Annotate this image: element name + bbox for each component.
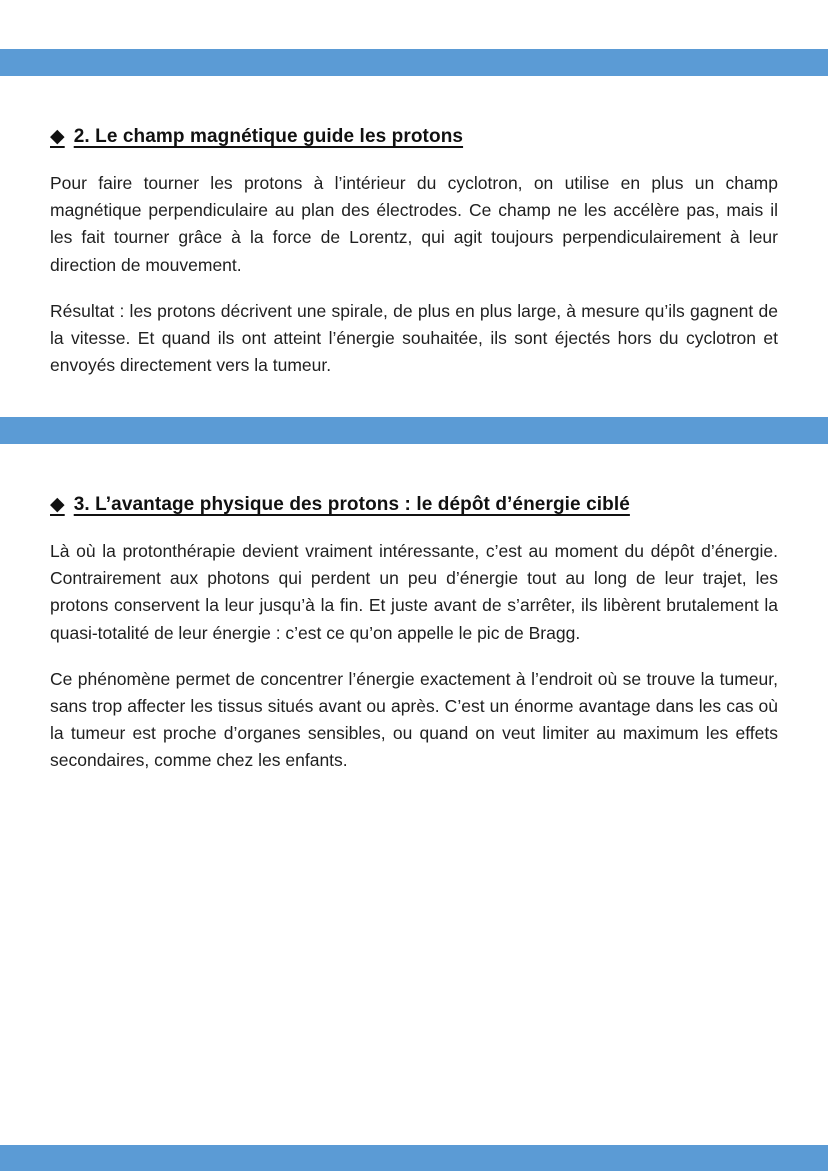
section-heading (50, 124, 778, 149)
top-divider-bar (0, 49, 828, 76)
section-heading-underline (50, 494, 630, 515)
section-heading-text: 2. Le champ magnétique guide les protons (73, 126, 464, 147)
section-heading-text: 3. L’avantage physique des protons : le dépôt d’énergie ciblé (73, 494, 630, 515)
diamond-bullet-icon: ◆ (50, 126, 65, 147)
bottom-divider-bar (0, 1145, 828, 1171)
paragraph: Là où la protonthérapie devient vraiment intéressante, c’est au moment du dépôt d’énergie. Contrairement aux photons qui perdent un peu d’énergie tout au long de leur trajet, les protons conservent la leur jusqu’à la fin. Et juste avant de s’arrêter, ils libèrent brutalement la quasi-totalité de leur énergie : c’est ce qu’on appelle le pic de Bragg. (50, 541, 778, 643)
section-heading (50, 492, 778, 517)
diamond-bullet-icon: ◆ (50, 494, 65, 515)
section-magnetic-field (50, 124, 778, 398)
paragraph: Pour faire tourner les protons à l’intérieur du cyclotron, on utilise en plus un champ magnétique perpendiculaire au plan des électrodes. Ce champ ne les accélère pas, mais il les fait tourner grâce à la force de Lorentz, qui agit toujours perpendiculairement à leur direction de mouvement. (50, 173, 778, 275)
paragraph: Ce phénomène permet de concentrer l’énergie exactement à l’endroit où se trouve la tumeur, sans trop affecter les tissus situés avant ou après. C’est un énorme avantage dans les cas où la tumeur est proche d’organes sensibles, ou quand on veut limiter au maximum les effets secondaires, comme chez les enfants. (50, 668, 778, 771)
paragraph: Résultat : les protons décrivent une spirale, de plus en plus large, à mesure qu’ils gagnent de la vitesse. Et quand ils ont atteint l’énergie souhaitée, ils sont éjectés hors du cyclotron et envoyés directement vers la tumeur. (50, 300, 778, 376)
section-heading-underline (50, 126, 463, 147)
section-bragg-peak (50, 492, 778, 794)
middle-divider-bar (0, 417, 828, 444)
